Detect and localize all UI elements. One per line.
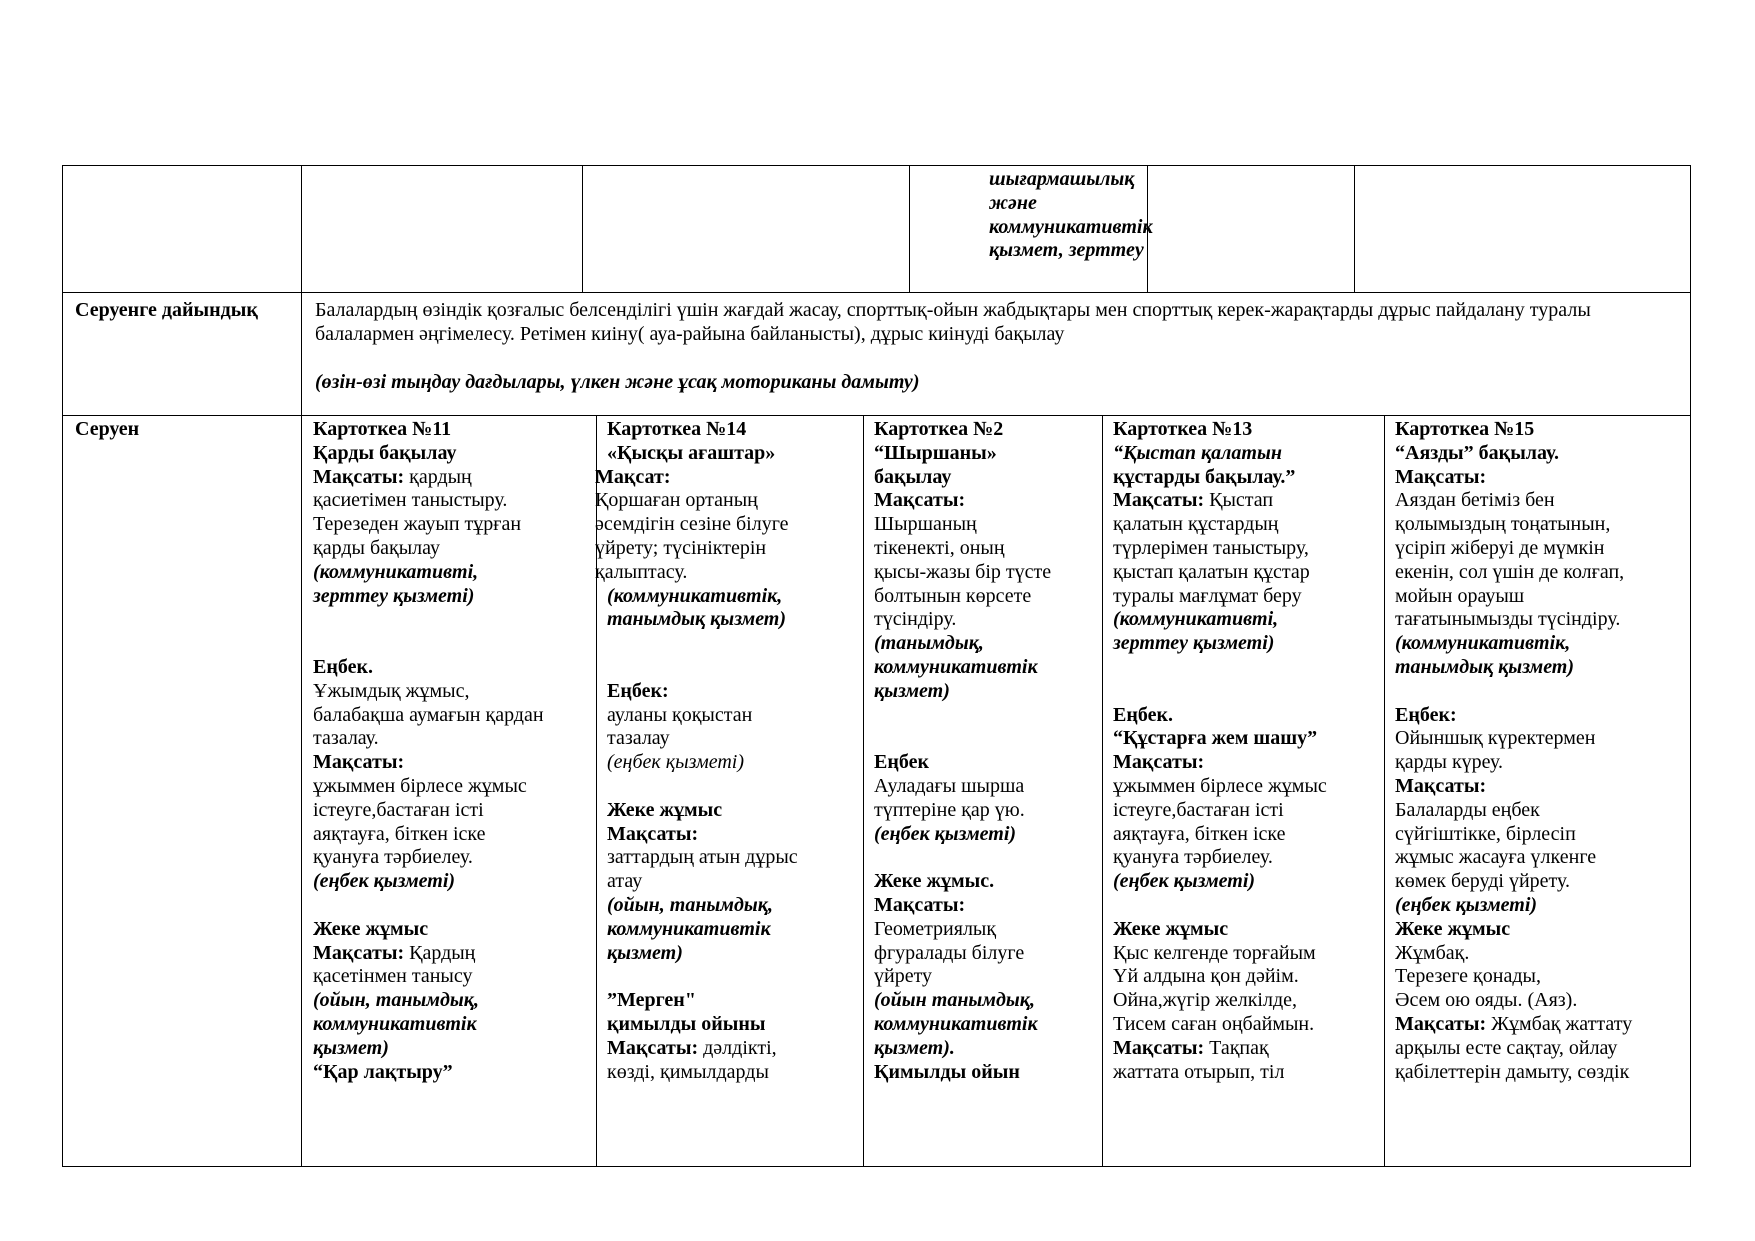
column-line-text: қабілеттерін дамыту, сөздік xyxy=(1395,1060,1630,1083)
column-line-text: Тисем саған оңбаймын. xyxy=(1113,1012,1315,1035)
table-row-top xyxy=(62,165,1691,292)
column-line-text: Ауладағы шырша xyxy=(874,774,1025,797)
column-line-text: (ойын, танымдық, xyxy=(607,893,773,916)
column-line xyxy=(313,466,544,490)
column-line xyxy=(607,442,798,466)
column-line-text: (еңбек қызметі) xyxy=(1113,870,1256,893)
column-line xyxy=(1395,751,1632,775)
column-line-text: “Аязды” бақылау. xyxy=(1395,441,1560,464)
column-line-text: тағатынымызды түсіндіру. xyxy=(1395,608,1621,631)
column-line-text: үйрету xyxy=(874,965,933,988)
column-line-text: Мақсаты: xyxy=(607,822,699,845)
column-line xyxy=(874,989,1051,1013)
column-line xyxy=(1113,799,1327,823)
column-divider xyxy=(1354,166,1355,292)
column-line-text: Еңбек: xyxy=(607,679,669,702)
column-line-text: коммуникативтік xyxy=(874,1012,1038,1035)
column-line-text: қызмет) xyxy=(607,941,683,964)
column-line-text: заттардың атын дұрыс xyxy=(607,846,798,869)
column-line-text: қолымыздың тоңатынын, xyxy=(1395,513,1611,536)
column-line xyxy=(1395,965,1632,989)
column-line-text: “Шыршаны» xyxy=(874,441,997,464)
column-line-text: атау xyxy=(607,870,643,893)
column-line xyxy=(874,632,1051,656)
row-label: Серуенге дайындық xyxy=(75,299,258,321)
column-line xyxy=(607,608,798,632)
column-line-text: Мақсаты: xyxy=(313,465,405,488)
column-divider xyxy=(301,166,302,292)
column-line-text: Еңбек. xyxy=(1113,703,1173,726)
column-line xyxy=(1113,894,1327,918)
column-line-text: коммуникативтік xyxy=(607,917,771,940)
walk-column-2 xyxy=(595,418,798,1084)
column-line-text: ”Мерген" xyxy=(607,989,696,1012)
column-line-text: қарды күреу. xyxy=(1395,751,1504,774)
column-line xyxy=(313,870,544,894)
column-line xyxy=(1395,608,1632,632)
column-line xyxy=(874,537,1051,561)
column-line xyxy=(1113,656,1327,680)
column-line xyxy=(313,1013,544,1037)
column-line xyxy=(313,513,544,537)
column-line-text: түсіндіру. xyxy=(874,608,957,631)
column-line xyxy=(595,513,798,537)
column-line-text: балабақша аумағын қардан xyxy=(313,703,544,726)
row-label: Серуен xyxy=(75,418,140,440)
column-line-text: Жеке жұмыс xyxy=(1395,917,1511,940)
column-line xyxy=(874,585,1051,609)
column-line-text: (еңбек қызметі) xyxy=(313,870,456,893)
column-line xyxy=(607,846,798,870)
note-line: және xyxy=(989,191,1037,214)
column-line-text: Жұмбақ. xyxy=(1395,941,1470,964)
column-line-rest: қардың xyxy=(404,465,472,488)
column-line xyxy=(874,846,1051,870)
column-line-text: Картоткеа №14 xyxy=(607,418,747,440)
column-line-text: қуануға тәрбиелеу. xyxy=(313,846,473,869)
column-line-text: Геометриялық xyxy=(874,917,997,940)
column-line xyxy=(1113,418,1327,442)
column-line xyxy=(1113,846,1327,870)
column-line xyxy=(1113,632,1327,656)
column-line-text: болтынын көрсете xyxy=(874,584,1032,607)
column-line-text: үйрету; түсініктерін xyxy=(595,536,767,559)
column-line-text: (ойын, танымдық, xyxy=(313,989,479,1012)
column-line-text: аяқтауға, біткен іске xyxy=(1113,822,1286,845)
column-line-text: Жеке жұмыс xyxy=(607,798,723,821)
column-line xyxy=(874,513,1051,537)
column-divider xyxy=(1384,416,1385,1166)
column-line xyxy=(313,823,544,847)
column-line-rest: Жұмбақ жаттату xyxy=(1486,1012,1633,1035)
column-line xyxy=(874,608,1051,632)
column-line xyxy=(607,894,798,918)
column-line-text: “Қар лақтыру” xyxy=(313,1060,453,1083)
column-line xyxy=(1113,1013,1327,1037)
column-line xyxy=(874,1013,1051,1037)
column-line-text: көзді, қимылдарды xyxy=(607,1060,769,1083)
column-line-text: қасиетімен таныстыру. xyxy=(313,489,508,512)
column-line-text: қыстап қалатын құстар xyxy=(1113,560,1310,583)
column-line-text: үсіріп жіберуі де мүмкін xyxy=(1395,536,1605,559)
column-line-text: туралы мағлұмат беру xyxy=(1113,584,1302,607)
column-line-text: Мақсаты: xyxy=(1395,1012,1487,1035)
column-line xyxy=(874,418,1051,442)
column-line-text: зерттеу қызметі) xyxy=(313,584,475,607)
column-line xyxy=(874,1061,1051,1085)
walk-column-1 xyxy=(313,418,544,1084)
note-line: қызмет, зерттеу xyxy=(989,239,1144,262)
column-line xyxy=(874,442,1051,466)
column-line xyxy=(607,1013,798,1037)
column-line xyxy=(1113,442,1327,466)
column-line xyxy=(1395,823,1632,847)
column-line-text: Қоршаған ортаның xyxy=(595,489,758,512)
column-line-text: қарды бақылау xyxy=(313,536,440,559)
column-line-text: Еңбек. xyxy=(313,655,373,678)
column-line xyxy=(1395,1013,1632,1037)
column-line-text: фгуралады білуге xyxy=(874,941,1025,964)
column-line-text: қалатын құстардың xyxy=(1113,513,1279,536)
column-line-text: істеуге,бастаған істі xyxy=(1113,798,1284,821)
column-line-text: тазалау xyxy=(607,727,670,750)
column-line-text: Мақсаты: xyxy=(874,893,966,916)
column-line xyxy=(313,799,544,823)
column-line-text: Балаларды еңбек xyxy=(1395,798,1540,821)
column-line-text: ауланы қоқыстан xyxy=(607,703,753,726)
column-line xyxy=(874,823,1051,847)
column-line xyxy=(595,489,798,513)
table-row-walk-preparation xyxy=(62,292,1691,416)
column-line xyxy=(1113,727,1327,751)
column-divider xyxy=(1102,416,1103,1166)
column-line-text: (коммуникативтік, xyxy=(1395,632,1571,655)
column-line xyxy=(874,965,1051,989)
column-line xyxy=(874,918,1051,942)
column-line-text: түптеріне қар үю. xyxy=(874,798,1025,821)
column-line xyxy=(1395,942,1632,966)
column-line-text: Мақсаты: xyxy=(313,751,405,774)
column-line xyxy=(1395,466,1632,490)
column-line-text: Ойна,жүгір желкілде, xyxy=(1113,989,1298,1012)
column-line xyxy=(607,1061,798,1085)
column-line-text: Жеке жұмыс. xyxy=(874,870,995,893)
column-line xyxy=(607,585,798,609)
column-line-text: «Қысқы ағаштар» xyxy=(607,441,776,464)
column-line xyxy=(313,442,544,466)
column-line xyxy=(1113,775,1327,799)
column-line-text: Үй алдына қон дәйім. xyxy=(1113,965,1299,988)
column-line xyxy=(874,775,1051,799)
column-line-text: Әсем ою ояды. (Аяз). xyxy=(1395,989,1578,1012)
column-line xyxy=(1395,1037,1632,1061)
column-line-text: екенін, сол үшін де колғап, xyxy=(1395,560,1625,583)
column-line xyxy=(1113,537,1327,561)
column-line-rest: Тақпақ xyxy=(1204,1036,1269,1059)
note-line: коммуникативтік xyxy=(989,215,1153,238)
column-line xyxy=(1113,1037,1327,1061)
column-line xyxy=(607,799,798,823)
column-line xyxy=(874,561,1051,585)
column-line xyxy=(313,989,544,1013)
column-line-text: Мақсат: xyxy=(595,465,671,488)
column-line-text: ұжыммен бірлесе жұмыс xyxy=(313,774,527,797)
column-line xyxy=(874,799,1051,823)
column-line xyxy=(313,942,544,966)
column-line-text: Қарды бақылау xyxy=(313,441,457,464)
column-line xyxy=(1395,894,1632,918)
column-line xyxy=(313,846,544,870)
column-line-text: құстарды бақылау.” xyxy=(1113,465,1296,488)
column-line xyxy=(1395,537,1632,561)
column-line xyxy=(874,489,1051,513)
column-line-text: Жеке жұмыс xyxy=(1113,917,1229,940)
column-line xyxy=(1395,561,1632,585)
column-line-text: Қыс келгенде торғайым xyxy=(1113,941,1316,964)
column-line-rest: дәлдікті, xyxy=(698,1036,777,1059)
column-line-text: Мақсаты: xyxy=(1395,774,1487,797)
column-line-text: түрлерімен таныстыру, xyxy=(1113,536,1309,559)
column-line-text: Мақсаты: xyxy=(313,941,405,964)
column-line xyxy=(1395,704,1632,728)
column-line-text: Шыршаның xyxy=(874,513,977,536)
column-line-text: Еңбек: xyxy=(1395,703,1457,726)
column-line xyxy=(1113,561,1327,585)
column-line-text: (еңбек қызметі) xyxy=(874,822,1017,845)
column-line-text: “Құстарға жем шашу” xyxy=(1113,727,1318,750)
column-line xyxy=(607,942,798,966)
column-line-text: Ұжымдық жұмыс, xyxy=(313,679,470,702)
column-line-rest: Қыстап xyxy=(1204,489,1274,512)
column-line xyxy=(595,537,798,561)
column-line xyxy=(1113,680,1327,704)
column-line xyxy=(607,870,798,894)
column-line-text: Мақсаты: xyxy=(874,489,966,512)
column-line-text: қызмет) xyxy=(313,1036,389,1059)
column-line xyxy=(313,894,544,918)
column-line-text: Қимылды ойын xyxy=(874,1060,1020,1083)
column-line-text: тазалау. xyxy=(313,727,379,750)
column-line xyxy=(313,704,544,728)
column-line xyxy=(874,656,1051,680)
table-row-walk xyxy=(62,416,1691,1167)
column-line xyxy=(607,632,798,656)
column-line xyxy=(1113,585,1327,609)
column-line xyxy=(1395,918,1632,942)
column-line-text: “Қыстап қалатын xyxy=(1113,441,1282,464)
column-line-text: зерттеу қызметі) xyxy=(1113,632,1275,655)
activity-note xyxy=(989,168,1153,263)
column-line-text: қимылды ойыны xyxy=(607,1012,766,1035)
column-line xyxy=(1395,989,1632,1013)
column-line-text: арқылы есте сақтау, ойлау xyxy=(1395,1036,1618,1059)
column-line xyxy=(1395,727,1632,751)
column-line xyxy=(607,823,798,847)
column-line-text: Аяздан бетіміз бен xyxy=(1395,489,1555,512)
column-line xyxy=(874,942,1051,966)
column-line xyxy=(607,680,798,704)
column-line xyxy=(607,704,798,728)
column-line xyxy=(313,965,544,989)
column-line-text: (еңбек қызметі) xyxy=(607,751,744,774)
walk-column-4 xyxy=(1113,418,1327,1084)
column-line xyxy=(1395,775,1632,799)
walk-column-3 xyxy=(874,418,1051,1084)
column-line xyxy=(313,537,544,561)
note-line: шығармашылық xyxy=(989,168,1135,190)
column-line-text: қысы-жазы бір түсте xyxy=(874,560,1052,583)
column-line xyxy=(1113,965,1327,989)
column-line xyxy=(313,489,544,513)
column-line-text: (коммуникативтік, xyxy=(607,584,783,607)
column-line xyxy=(1395,799,1632,823)
column-line xyxy=(313,775,544,799)
column-line xyxy=(874,680,1051,704)
column-line-text: істеуге,бастаған істі xyxy=(313,798,484,821)
row-note: (өзін-өзі тыңдау дағдылары, үлкен және ұсақ моториканы дамыту) xyxy=(315,371,920,393)
column-line-text: танымдық қызмет) xyxy=(607,608,787,631)
column-line-text: Мақсаты: xyxy=(1395,465,1487,488)
column-line xyxy=(1113,918,1327,942)
column-line-text: танымдық қызмет) xyxy=(1395,655,1575,678)
column-line xyxy=(1395,680,1632,704)
column-line xyxy=(313,751,544,775)
walk-column-5 xyxy=(1395,418,1632,1084)
column-line-text: Мақсаты: xyxy=(607,1036,699,1059)
column-line xyxy=(607,775,798,799)
column-divider xyxy=(301,293,302,415)
column-line-text: әсемдігін сезіне білуге xyxy=(595,513,789,536)
column-line xyxy=(607,918,798,942)
column-line-text: ұжыммен бірлесе жұмыс xyxy=(1113,774,1327,797)
column-line xyxy=(874,466,1051,490)
column-line xyxy=(1113,489,1327,513)
column-line-text: Картоткеа №13 xyxy=(1113,418,1253,440)
column-line-text: жұмыс жасауға үлкенге xyxy=(1395,846,1597,869)
column-line-text: жаттата отырып, тіл xyxy=(1113,1060,1285,1083)
column-line xyxy=(874,894,1051,918)
column-line xyxy=(313,680,544,704)
column-line-text: Ойыншық күректермен xyxy=(1395,727,1596,750)
column-line-text: тікенекті, оның xyxy=(874,536,1005,559)
row-text: Балалардың өзіндік қозғалыс белсенділігі үшін жағдай жасау, спорттық-ойын жабдықтары мен спорттық керек-жарақтарды дұрыс пайдалану туралы балалармен әңгімелесу. Ретімен киіну( ауа-райына байланысты), дұрыс киінуді бақылау xyxy=(315,299,1591,345)
column-line-text: коммуникативтік xyxy=(874,655,1038,678)
column-line xyxy=(874,704,1051,728)
column-line-text: коммуникативтік xyxy=(313,1012,477,1035)
column-line xyxy=(595,466,798,490)
column-line xyxy=(1113,989,1327,1013)
column-line-text: қалыптасу. xyxy=(595,560,688,583)
column-line-text: (коммуникативті, xyxy=(1113,608,1279,631)
column-line xyxy=(607,751,798,775)
column-line-text: (еңбек қызметі) xyxy=(1395,893,1538,916)
column-line xyxy=(607,1037,798,1061)
column-line xyxy=(1395,846,1632,870)
column-line xyxy=(874,751,1051,775)
column-line xyxy=(1113,823,1327,847)
column-line-text: көмек беруді үйрету. xyxy=(1395,870,1571,893)
column-line-text: Картоткеа №15 xyxy=(1395,418,1535,440)
column-line-text: Картоткеа №2 xyxy=(874,418,1004,440)
column-line xyxy=(1395,513,1632,537)
column-line xyxy=(313,1061,544,1085)
column-line-text: (танымдық, xyxy=(874,632,984,655)
column-line xyxy=(1395,656,1632,680)
column-line xyxy=(874,727,1051,751)
column-line xyxy=(313,632,544,656)
column-divider xyxy=(301,416,302,1166)
column-line xyxy=(874,870,1051,894)
column-line xyxy=(1113,704,1327,728)
column-line-text: Картоткеа №11 xyxy=(313,418,452,440)
column-line xyxy=(313,561,544,585)
column-line xyxy=(1113,608,1327,632)
column-line xyxy=(313,918,544,942)
column-line-text: (ойын танымдық, xyxy=(874,989,1035,1012)
column-line xyxy=(313,727,544,751)
column-line xyxy=(874,1037,1051,1061)
column-line xyxy=(607,418,798,442)
column-line xyxy=(1395,1061,1632,1085)
column-line xyxy=(313,418,544,442)
column-line-text: қызмет). xyxy=(874,1036,955,1059)
column-line-text: Жеке жұмыс xyxy=(313,917,429,940)
column-line xyxy=(607,989,798,1013)
column-divider xyxy=(863,416,864,1166)
column-line-text: қызмет) xyxy=(874,679,950,702)
column-line xyxy=(1395,442,1632,466)
column-line xyxy=(1113,466,1327,490)
column-line xyxy=(1113,870,1327,894)
column-line xyxy=(1395,585,1632,609)
column-line xyxy=(1395,489,1632,513)
column-divider xyxy=(909,166,910,292)
column-line-text: бақылау xyxy=(874,465,952,488)
column-line-text: Терезеге қонады, xyxy=(1395,965,1541,988)
column-line-text: Мақсаты: xyxy=(1113,1036,1205,1059)
column-line xyxy=(313,1037,544,1061)
column-line xyxy=(607,727,798,751)
column-line xyxy=(313,585,544,609)
column-line xyxy=(1113,751,1327,775)
column-line-text: Мақсаты: xyxy=(1113,751,1205,774)
column-line xyxy=(607,965,798,989)
column-line xyxy=(607,656,798,680)
column-line-text: қасетінмен танысу xyxy=(313,965,473,988)
column-line-text: мойын орауыш xyxy=(1395,584,1525,607)
column-line xyxy=(313,656,544,680)
column-line xyxy=(1113,942,1327,966)
column-line-text: Терезеден жауып тұрған xyxy=(313,513,522,536)
column-line-rest: Қардың xyxy=(404,941,476,964)
column-line-text: (коммуникативті, xyxy=(313,560,479,583)
column-line xyxy=(313,608,544,632)
column-line xyxy=(1113,513,1327,537)
column-line xyxy=(595,561,798,585)
column-line-text: қуануға тәрбиелеу. xyxy=(1113,846,1273,869)
column-line-text: аяқтауға, біткен іске xyxy=(313,822,486,845)
column-line-text: сүйгіштікке, бірлесіп xyxy=(1395,822,1576,845)
column-line-text: Еңбек xyxy=(874,751,929,774)
column-line xyxy=(1395,870,1632,894)
column-divider xyxy=(582,166,583,292)
column-line-text: Мақсаты: xyxy=(1113,489,1205,512)
column-line xyxy=(1395,418,1632,442)
column-line xyxy=(1395,632,1632,656)
column-line xyxy=(1113,1061,1327,1085)
